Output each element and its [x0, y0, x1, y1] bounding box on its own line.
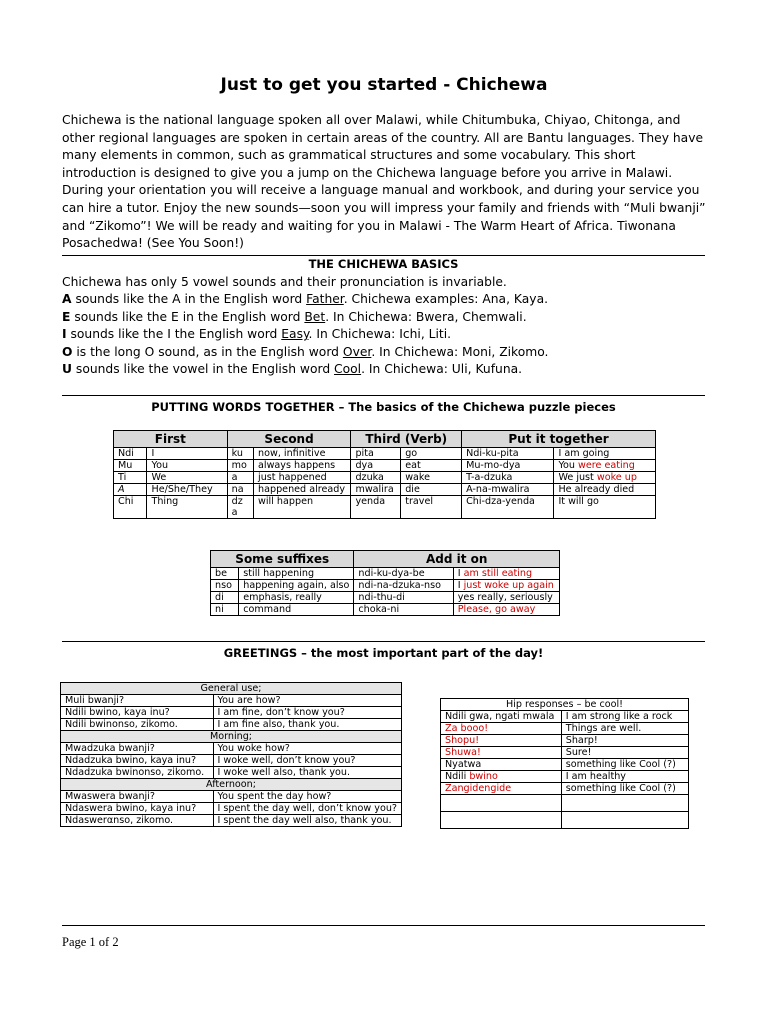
table-row: Ndadzuka bwino, kaya inu? I woke well, don’t know you?: [61, 755, 402, 767]
header-suffixes: Some suffixes: [211, 551, 354, 568]
table-subheader-row: General use;: [61, 683, 402, 695]
table-row: be still happening ndi-ku-dya-be I am still eating: [211, 568, 560, 580]
vowel-line: E sounds like the E in the English word Bet. In Chichewa: Bwera, Chemwali.: [62, 309, 527, 324]
table-row: Shopu! Sharp!: [441, 735, 689, 747]
greetings-table: [60, 682, 402, 827]
table-row: Ndaswera bwino, kaya inu? I spent the day well, don’t know you?: [61, 803, 402, 815]
table-subheader-row: Morning;: [61, 731, 402, 743]
basics-heading: THE CHICHEWA BASICS: [308, 257, 459, 271]
table-row: Chi Thing dz a will happen yenda travel Chi-dza-yenda It will go: [114, 496, 656, 519]
footer-divider: [62, 925, 705, 926]
header-second: Second: [227, 431, 351, 448]
table-row: [441, 795, 689, 812]
basics-intro-line: Chichewa has only 5 vowel sounds and their pronunciation is invariable.: [62, 275, 507, 289]
table-header-row: [211, 551, 560, 568]
table-row: ni command choka-ni Please, go away: [211, 604, 560, 616]
suffix-table: [210, 550, 560, 616]
vowel-line: U sounds like the vowel in the English word Cool. In Chichewa: Uli, Kufuna.: [62, 362, 523, 377]
table-row: Ndi I ku now, infinitive pita go Ndi-ku-pita I am going: [114, 448, 656, 460]
table-row: Ndaswerαnso, zikomo. I spent the day well also, thank you.: [61, 815, 402, 827]
header-add-it-on: Add it on: [354, 551, 560, 568]
table-row: Ti We a just happened dzuka wake T-a-dzuka We just woke up: [114, 472, 656, 484]
table-row: Mwaswera bwanji? You spent the day how?: [61, 791, 402, 803]
vowel-line: O is the long O sound, as in the English word Over. In Chichewa: Moni, Zikomo.: [62, 344, 549, 359]
table-row: Ndili bwinonso, zikomo. I am fine also, thank you.: [61, 719, 402, 731]
greetings-heading: GREETINGS – the most important part of the day!: [223, 646, 544, 660]
table-subheader-row: Afternoon;: [61, 779, 402, 791]
table-row: di emphasis, really ndi-thu-di yes really, seriously: [211, 592, 560, 604]
header-together: Put it together: [462, 431, 656, 448]
hip-responses-table: [440, 698, 689, 829]
table-row: Zangidengide something like Cool (?): [441, 783, 689, 795]
words-table: [113, 430, 656, 519]
page-title: Just to get you started - Chichewa: [220, 75, 548, 95]
table-row: Za booo! Things are well.: [441, 723, 689, 735]
table-row: Ndadzuka bwinonso, zikomo. I woke well also, thank you.: [61, 767, 402, 779]
table-row: Mu You mo always happens dya eat Mu-mo-dya You were eating: [114, 460, 656, 472]
table-row: Nyatwa something like Cool (?): [441, 759, 689, 771]
table-row: Ndili bwino, kaya inu? I am fine, don’t know you?: [61, 707, 402, 719]
basics-text: [62, 274, 712, 378]
divider: [62, 395, 705, 396]
table-row: Mwadzuka bwanji? You woke how?: [61, 743, 402, 755]
table-row: Muli bwanji? You are how?: [61, 695, 402, 707]
table-row: [441, 812, 689, 829]
divider: [62, 255, 705, 256]
intro-paragraph: Chichewa is the national language spoken all over Malawi, while Chitumbuka, Chiyao, Chitonga, and other regional languages are spoken in certain areas of the country. All are Bantu languages. They have many elements in common, such as grammatical structures and some vocabulary. This short introduction is designed to give you a jump on the Chichewa language before you arrive in Malawi. During your orientation you will receive a language manual and workbook, and during your service you can hire a tutor. Enjoy the new sounds—soon you will impress your family and friends with “Muli bwanji” and “Zikomo”! We will be ready and waiting for you in Malawi - The Warm Heart of Africa. Tiwonana Posachedwa! (See You Soon!): [62, 113, 706, 251]
table-subheader-row: Hip responses – be cool!: [441, 699, 689, 711]
page-number: Page 1 of 2: [62, 935, 119, 949]
table-row: A He/She/They na happened already mwalira die A-na-mwalira He already died: [114, 484, 656, 496]
table-row: Ndili bwino I am healthy: [441, 771, 689, 783]
header-third: Third (Verb): [351, 431, 462, 448]
table-row: Ndili gwa, ngati mwala I am strong like a rock: [441, 711, 689, 723]
vowel-line: I sounds like the I the English word Easy. In Chichewa: Ichi, Liti.: [62, 327, 452, 342]
words-heading: PUTTING WORDS TOGETHER – The basics of the Chichewa puzzle pieces: [151, 400, 616, 414]
table-row: nso happening again, also ndi-na-dzuka-nso I just woke up again: [211, 580, 560, 592]
divider: [62, 641, 705, 642]
table-header-row: [114, 431, 656, 448]
vowel-line: A sounds like the A in the English word Father. Chichewa examples: Ana, Kaya.: [62, 292, 549, 307]
header-first: First: [114, 431, 228, 448]
table-row: Shuwa! Sure!: [441, 747, 689, 759]
